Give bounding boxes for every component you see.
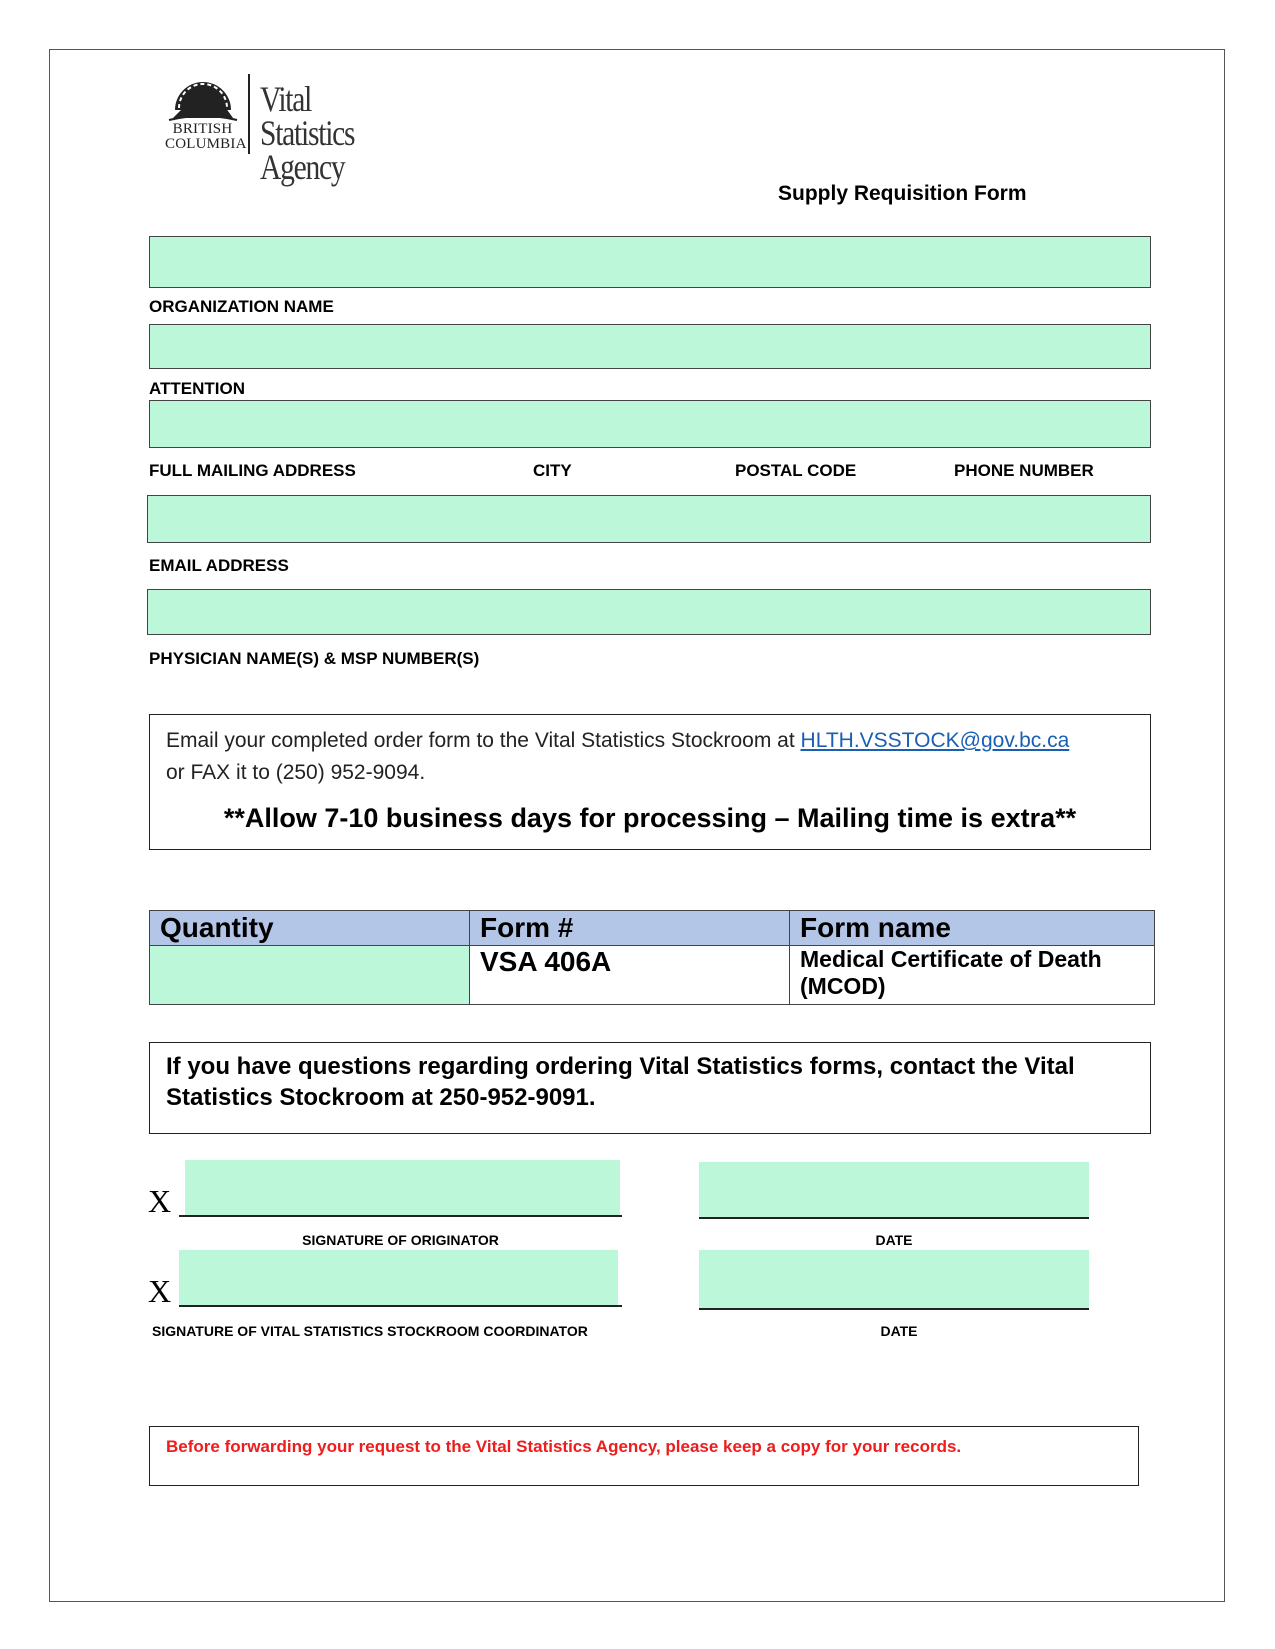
logo-agency-name: Vital Statistics Agency (260, 79, 355, 187)
keep-copy-warning: Before forwarding your request to the Vital Statistics Agency, please keep a copy for your records. (149, 1426, 1139, 1486)
coordinator-signature-field[interactable] (179, 1250, 618, 1305)
organization-name-field[interactable] (149, 236, 1151, 288)
questions-box: If you have questions regarding ordering Vital Statistics forms, contact the Vital Statistics Stockroom at 250-952-9091. (149, 1042, 1151, 1134)
coordinator-date-line (699, 1308, 1089, 1310)
coordinator-date-field[interactable] (699, 1250, 1089, 1308)
instructions-box (149, 714, 1151, 850)
city-label: CITY (533, 461, 572, 480)
order-table-header (150, 911, 1155, 946)
form-number-header: Form # (470, 911, 790, 946)
email-address-label: EMAIL ADDRESS (149, 556, 289, 575)
mailing-address-field[interactable] (149, 400, 1151, 448)
logo-divider (248, 74, 250, 154)
bc-vital-statistics-logo (165, 70, 425, 187)
coordinator-signature-line (179, 1305, 622, 1307)
organization-name-label: ORGANIZATION NAME (149, 297, 334, 316)
processing-time-notice: **Allow 7-10 business days for processing – Mailing time is extra** (223, 803, 1077, 833)
form-title: Supply Requisition Form (778, 182, 1027, 205)
order-table (149, 910, 1155, 1005)
originator-signature-field[interactable] (185, 1160, 620, 1217)
originator-date-label: DATE (875, 1232, 913, 1248)
physician-label: PHYSICIAN NAME(S) & MSP NUMBER(S) (149, 649, 480, 668)
instructions-line-1: Email your completed order form to the Vital Statistics Stockroom at HLTH.VSSTOCK@gov.bc.ca (166, 729, 1070, 752)
stockroom-email-link[interactable]: HLTH.VSSTOCK@gov.bc.ca (800, 729, 1070, 752)
form-name-header: Form name (790, 911, 1155, 946)
instructions-line-2: or FAX it to (250) 952-9094. (166, 761, 426, 784)
attention-field[interactable] (149, 324, 1151, 369)
originator-signature-label: SIGNATURE OF ORIGINATOR (302, 1232, 499, 1248)
postal-code-label: POSTAL CODE (735, 461, 857, 480)
logo-province-text: BRITISH COLUMBIA (165, 121, 247, 152)
full-mailing-address-label: FULL MAILING ADDRESS (149, 461, 356, 480)
physician-field[interactable] (147, 589, 1151, 635)
signature-x-mark: X (148, 1273, 172, 1309)
bc-sun-mountain-icon (165, 70, 240, 122)
quantity-header: Quantity (150, 911, 470, 946)
form-name-cell: Medical Certificate of Death (MCOD) (790, 946, 1155, 1005)
attention-label: ATTENTION (149, 379, 246, 398)
quantity-input[interactable] (150, 946, 470, 1005)
email-address-field[interactable] (147, 495, 1151, 543)
signature-x-mark: X (148, 1183, 172, 1219)
form-number-cell: VSA 406A (470, 946, 790, 1005)
table-row (150, 946, 1155, 1005)
originator-date-line (699, 1217, 1089, 1219)
phone-number-label: PHONE NUMBER (954, 461, 1094, 480)
originator-date-field[interactable] (699, 1162, 1089, 1219)
coordinator-signature-label: SIGNATURE OF VITAL STATISTICS STOCKROOM COORDINATOR (152, 1323, 588, 1339)
coordinator-date-label: DATE (880, 1323, 918, 1339)
originator-signature-line (179, 1215, 622, 1217)
